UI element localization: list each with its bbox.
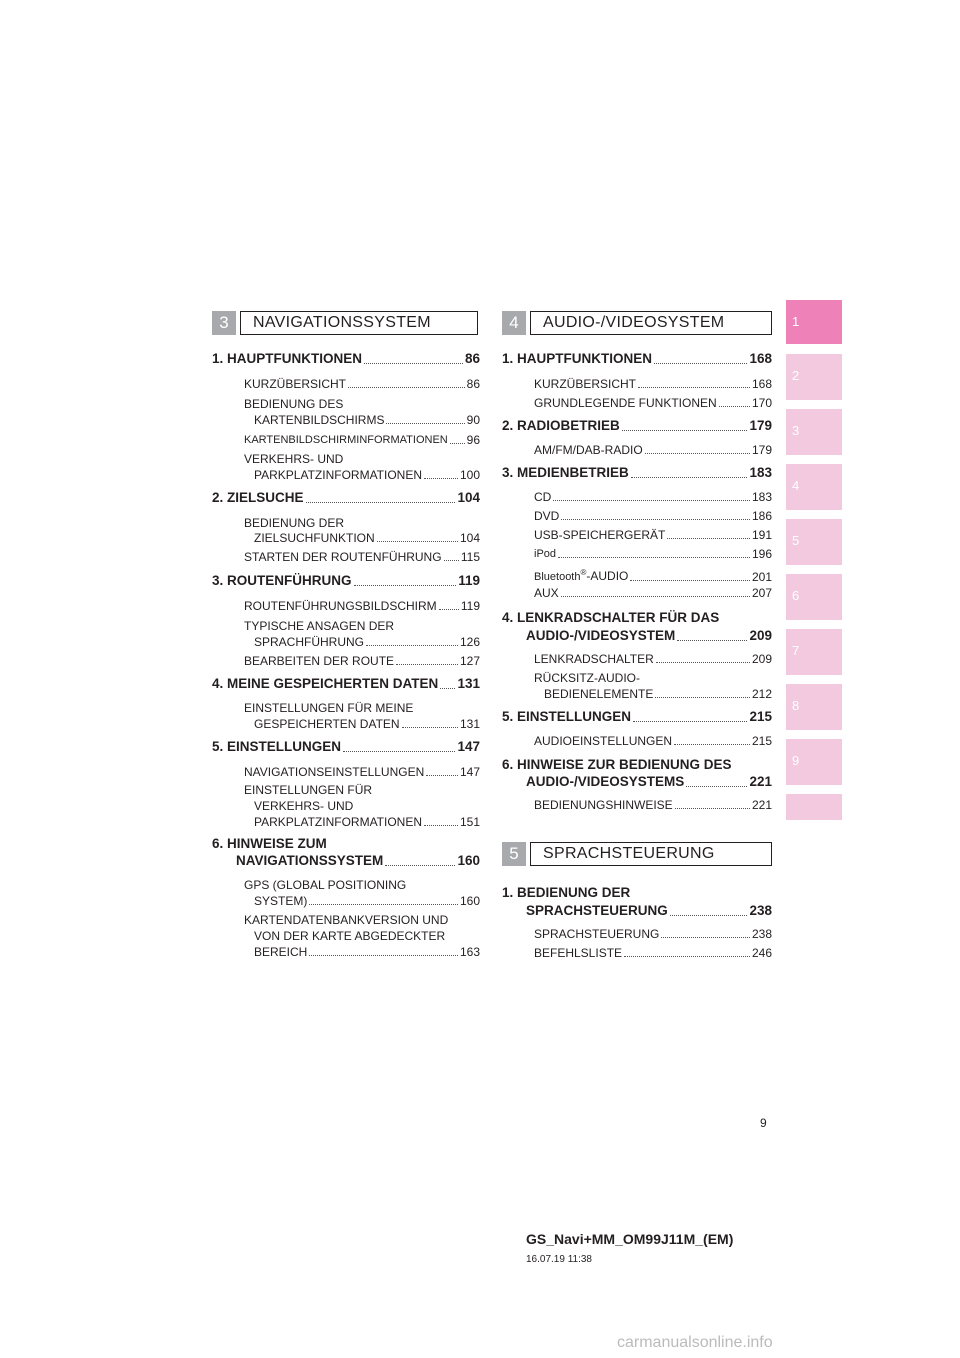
toc-link[interactable]: AUDIO-/VIDEOSYSTEMS 221 [526, 774, 772, 789]
chapter-tab-7[interactable]: 7 [786, 629, 842, 675]
chapter-tab-10[interactable] [786, 794, 842, 820]
toc-link[interactable]: 1. HAUPTFUNKTIONEN 86 [212, 351, 480, 366]
toc-text: VERKEHRS- UND [244, 452, 344, 466]
section-header-4 [502, 311, 772, 335]
toc-link[interactable]: KARTENBILDSCHIRMINFORMATIONEN 96 [244, 433, 480, 447]
toc-link[interactable]: KURZÜBERSICHT 86 [244, 377, 480, 391]
toc-text: 6. HINWEISE ZUR BEDIENUNG DES [502, 757, 732, 772]
toc-link[interactable]: STARTEN DER ROUTENFÜHRUNG 115 [244, 550, 480, 564]
toc-link[interactable]: SPRACHSTEUERUNG 238 [526, 903, 772, 918]
toc-text: 4. LENKRADSCHALTER FÜR DAS [502, 610, 720, 625]
toc-text: 1. BEDIENUNG DER [502, 885, 631, 900]
toc-link[interactable]: BEDIENELEMENTE 212 [544, 687, 772, 701]
chapter-tab-1[interactable]: 1 [786, 300, 842, 344]
toc-link[interactable]: AM/FM/DAB-RADIO 179 [534, 443, 772, 457]
toc-link[interactable]: LENKRADSCHALTER 209 [534, 652, 772, 666]
document-id: GS_Navi+MM_OM99J11M_(EM) [526, 1231, 734, 1247]
chapter-tab-8[interactable]: 8 [786, 684, 842, 730]
toc-link[interactable]: BEFEHLSLISTE 246 [534, 946, 772, 960]
toc-link[interactable]: iPod 196 [534, 547, 772, 561]
toc-text: TYPISCHE ANSAGEN DER [244, 619, 395, 633]
toc-link[interactable]: 1. HAUPTFUNKTIONEN 168 [502, 351, 772, 366]
toc-link[interactable]: BEREICH 163 [254, 945, 480, 959]
toc-link[interactable]: PARKPLATZINFORMATIONEN 100 [254, 468, 480, 482]
toc-link[interactable]: 5. EINSTELLUNGEN 147 [212, 739, 480, 754]
toc-link[interactable]: 2. RADIOBETRIEB 179 [502, 418, 772, 433]
toc-link[interactable]: AUDIO-/VIDEOSYSTEM 209 [526, 628, 772, 643]
section-number: 4 [502, 311, 526, 335]
toc-link[interactable]: 5. EINSTELLUNGEN 215 [502, 709, 772, 724]
chapter-tab-6[interactable]: 6 [786, 574, 842, 620]
toc-text: EINSTELLUNGEN FÜR MEINE [244, 701, 414, 715]
toc-link[interactable]: PARKPLATZINFORMATIONEN 151 [254, 815, 480, 829]
chapter-tab-3[interactable]: 3 [786, 409, 842, 455]
toc-text: GPS (GLOBAL POSITIONING [244, 878, 407, 892]
toc-link[interactable]: 3. MEDIENBETRIEB 183 [502, 465, 772, 480]
toc-link[interactable]: AUX 207 [534, 586, 772, 600]
toc-text: VON DER KARTE ABGEDECKTER [254, 929, 446, 943]
toc-link[interactable]: SPRACHSTEUERUNG 238 [534, 927, 772, 941]
section-number: 5 [502, 842, 526, 866]
toc-text: 6. HINWEISE ZUM [212, 836, 327, 851]
chapter-tab-9[interactable]: 9 [786, 739, 842, 785]
chapter-tab-5[interactable]: 5 [786, 519, 842, 565]
toc-link[interactable]: BEARBEITEN DER ROUTE 127 [244, 654, 480, 668]
toc-link[interactable]: 3. ROUTENFÜHRUNG 119 [212, 573, 480, 588]
toc-link[interactable]: 4. MEINE GESPEICHERTEN DATEN 131 [212, 676, 480, 691]
toc-link[interactable]: KARTENBILDSCHIRMS 90 [254, 413, 480, 427]
toc-link[interactable]: SPRACHFÜHRUNG 126 [254, 635, 480, 649]
toc-link[interactable]: CD 183 [534, 490, 772, 504]
toc-text: KARTENDATENBANKVERSION UND [244, 913, 449, 927]
toc-link[interactable]: USB-SPEICHERGERÄT 191 [534, 528, 772, 542]
toc-link[interactable]: NAVIGATIONSSYSTEM 160 [236, 853, 480, 868]
toc-link[interactable]: SYSTEM) 160 [254, 894, 480, 908]
chapter-tab-4[interactable]: 4 [786, 464, 842, 510]
section-title: SPRACHSTEUERUNG [530, 842, 772, 866]
toc-link[interactable]: ROUTENFÜHRUNGSBILDSCHIRM 119 [244, 599, 480, 613]
toc-link[interactable]: 2. ZIELSUCHE 104 [212, 490, 480, 505]
section-header-5 [502, 842, 772, 866]
watermark: carmanualsonline.info [617, 1334, 773, 1351]
toc-link[interactable]: BEDIENUNGSHINWEISE 221 [534, 798, 772, 812]
toc-link[interactable]: AUDIOEINSTELLUNGEN 215 [534, 734, 772, 748]
toc-text: RÜCKSITZ-AUDIO- [534, 671, 640, 685]
section-header-3 [212, 311, 478, 335]
toc-link[interactable]: Bluetooth®-AUDIO 201 [534, 568, 772, 584]
section-title: AUDIO-/VIDEOSYSTEM [530, 311, 772, 335]
toc-text: BEDIENUNG DES [244, 397, 344, 411]
toc-text: EINSTELLUNGEN FÜR [244, 783, 373, 797]
toc-link[interactable]: GRUNDLEGENDE FUNKTIONEN 170 [534, 396, 772, 410]
section-number: 3 [212, 311, 236, 335]
chapter-tab-2[interactable]: 2 [786, 354, 842, 400]
page-number: 9 [760, 1116, 767, 1130]
section-title: NAVIGATIONSSYSTEM [240, 311, 478, 335]
toc-link[interactable]: NAVIGATIONSEINSTELLUNGEN 147 [244, 765, 480, 779]
toc-link[interactable]: ZIELSUCHFUNKTION 104 [254, 531, 480, 545]
print-timestamp: 16.07.19 11:38 [526, 1254, 592, 1265]
toc-text: BEDIENUNG DER [244, 516, 345, 530]
toc-link[interactable]: DVD 186 [534, 509, 772, 523]
toc-link[interactable]: KURZÜBERSICHT 168 [534, 377, 772, 391]
toc-link[interactable]: GESPEICHERTEN DATEN 131 [254, 717, 480, 731]
toc-text: VERKEHRS- UND [254, 799, 354, 813]
